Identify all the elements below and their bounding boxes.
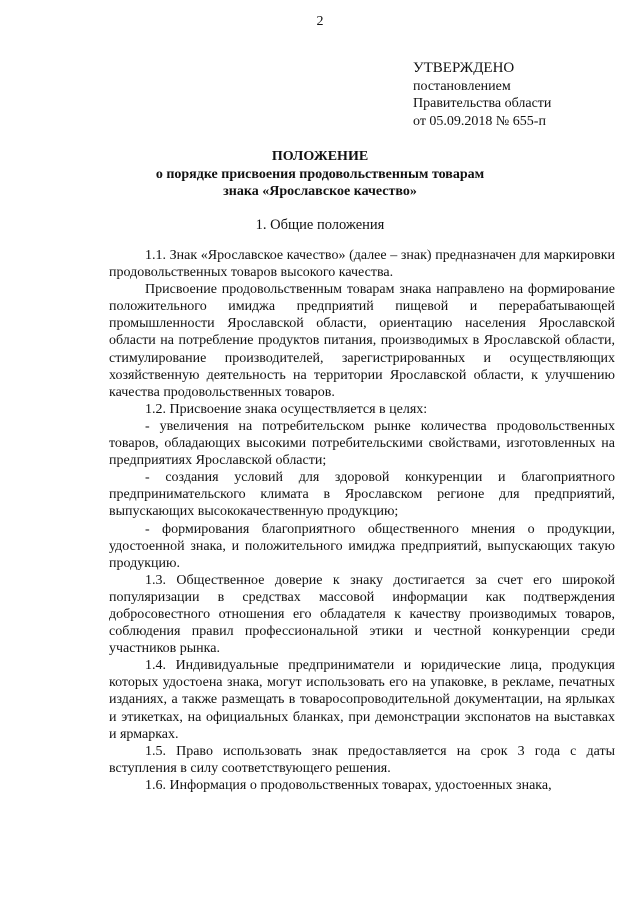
approval-stamp bbox=[413, 60, 551, 130]
page-number: 2 bbox=[316, 14, 324, 29]
paragraph: - формирования благоприятного общественного мнения о продукции, удостоенной знака, и положительного имиджа предприятий, выпускающих такую продукцию. bbox=[109, 521, 615, 571]
paragraph: 1.6. Информация о продовольственных товарах, удостоенных знака, bbox=[145, 777, 552, 793]
paragraph: Присвоение продовольственным товарам знака направлено на формирование положительного имиджа предприятий пищевой и перерабатывающей промышленности Ярославской области, ориентацию населения Ярославской области на потребление продуктов питания, производимых в Ярославской области, стимулирование производителей, зарегистрированных и осуществляющих хозяйственную деятельность на территории Ярославской области, к улучшению качества продовольственных товаров. bbox=[109, 282, 615, 400]
paragraph: 1.3. Общественное доверие к знаку достигается за счет его широкой популяризации в средствах массовой информации как подтверждения добросовестного отношения его обладателя к качеству производимых товаров, соблюдения правил профессиональной этики и честной конкуренции среди участников рынка. bbox=[109, 572, 615, 657]
paragraph: 1.5. Право использовать знак предоставляется на срок 3 года с даты вступления в силу соответствующего решения. bbox=[109, 743, 615, 776]
approval-line: постановлением bbox=[413, 78, 511, 94]
approval-date: от 05.09.2018 № 655-п bbox=[413, 113, 546, 129]
paragraph: 1.1. Знак «Ярославское качество» (далее – знак) предназначен для маркировки продовольственных товаров высокого качества. bbox=[109, 248, 615, 281]
paragraph: - увеличения на потребительском рынке количества продовольственных товаров, обладающих высокими потребительскими свойствами, изготовленных на предприятиях Ярославской области; bbox=[109, 418, 615, 469]
paragraph: 1.4. Индивидуальные предприниматели и юридические лица, продукция которых удостоена знака, могут использовать его на упаковке, в рекламе, печатных изданиях, а также размещать в товаросопроводительной документации, на ярлыках и этикетках, на официальных бланках, при демонстрации экспонатов на выставках и ярмарках. bbox=[109, 658, 615, 742]
title-line: знака «Ярославское качество» bbox=[223, 184, 417, 199]
section-heading: 1. Общие положения bbox=[255, 217, 385, 233]
paragraph: - создания условий для здоровой конкуренции и благоприятного предпринимательского климата в Ярославском регионе для предприятий, выпускающих высококачественную продукцию; bbox=[109, 470, 615, 520]
approval-line: Правительства области bbox=[413, 96, 552, 111]
document-title bbox=[0, 148, 640, 201]
paragraph: 1.2. Присвоение знака осуществляется в целях: bbox=[145, 401, 428, 417]
approval-heading: УТВЕРЖДЕНО bbox=[413, 60, 515, 76]
title-line: ПОЛОЖЕНИЕ bbox=[271, 149, 369, 164]
title-line: о порядке присвоения продовольственным товарам bbox=[155, 166, 485, 182]
document-body bbox=[109, 247, 615, 794]
